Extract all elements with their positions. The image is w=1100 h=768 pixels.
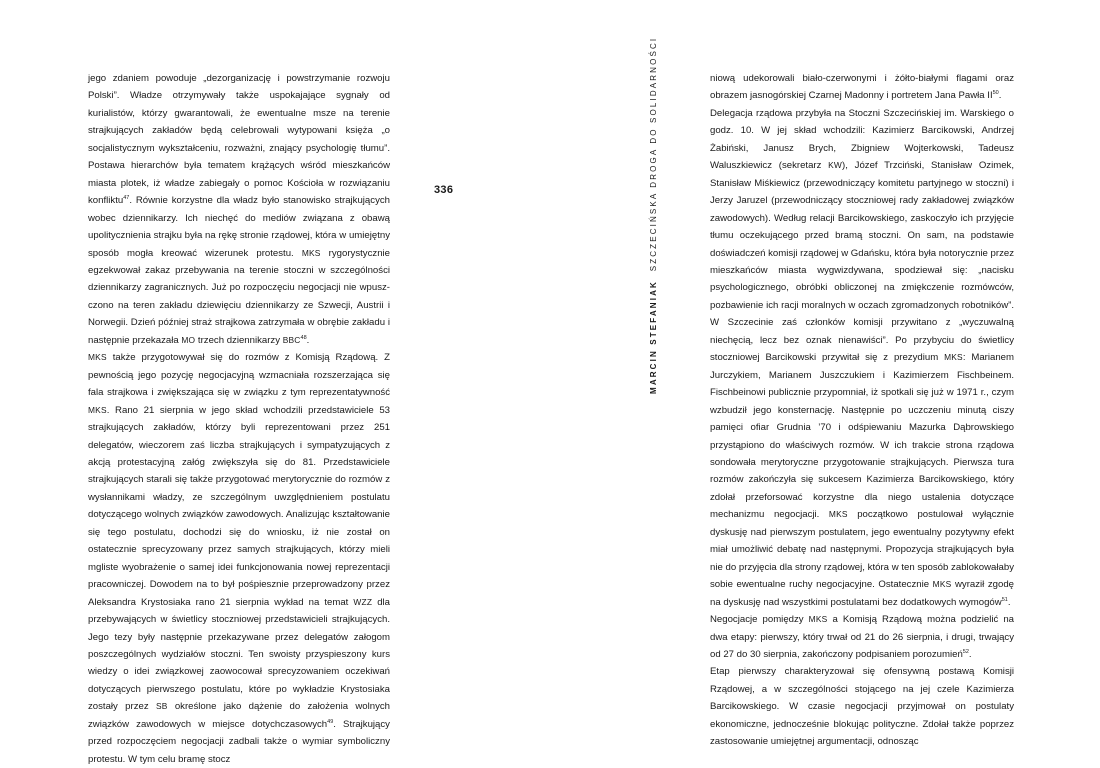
text-run: wyraził zgodę na dyskusję nad wszystkimi postulatami bez dodatkowych wymogów (710, 579, 1014, 608)
text-run: jego zdaniem powoduje „dezorganizację i powstrzymanie rozwoju Polski”. Władze otrzymywały także uspokajające sygnały od kurialistów, którzy gwarantowali, że ewentualne msze na terenie strajkujących zakładów będą celebrowali wytypowani księża „o socjalistycznym wykształceniu, rozważni, znający psychologię tłumu”. Postawa hierarchów była tematem krążących wśród mieszkańców miasta plotek, iż władze zabiegały o pomoc Kościoła w rozwiązaniu konfliktu (88, 73, 390, 207)
text-run: . (998, 90, 1002, 102)
text-run: dla przebywających w świetlicy stoczniowej przedstawicieli strajkujących. Jego tezy były następnie przekazywane przez delegatów załogom poszczególnych wydziałów stoczni. Ten swoisty przyspieszony kurs wiedzy o idei związkowej zaowocował sprecyzowaniem oczekiwań dotyczących pierwszego postulatu, które po wykładzie Krystosiaka zostały przez (88, 596, 391, 713)
paragraph (88, 70, 390, 349)
page-number: 336 (434, 184, 454, 196)
running-head-title: SZCZECIŃSKA DROGA DO SOLIDARNOŚCI (649, 36, 658, 272)
abbreviation: MKS (944, 352, 963, 363)
footnote-ref: 50 (992, 90, 999, 97)
text-run: Etap pierwszy charakteryzował się ofensywną postawą Komisji Rządowej, a w szczególności stojącego na jej czele Kazimierza Barcikowskiego. W czasie negocjacji przyjmował on postulaty ekonomiczne, jednocześnie blokując polityczne. Zdołał także poprzez zastosowanie umiejętnej argumentacji, odnosząc (710, 666, 1014, 748)
abbreviation: MKS (932, 579, 952, 590)
text-run: rygorystycznie egzekwował zakaz przebywania na terenie stoczni w szczególności dziennikarzy zagranicznych. Już po rozpoczęciu negocjacji nie wpuszczono na teren zakładu dziewięciu dziennikarzy ze Szwecji, Austrii i Norwegii. Dzień później straż strajkowa zatrzymała w obrębie zakładu i następnie przekazała (88, 247, 390, 346)
abbreviation: MKS (301, 247, 321, 258)
text-run: także przygotowywał się do rozmów z Komisją Rządową. Z pewnością jego pozycję negocjacyjną wzmacniała rozszerzająca się fala strajkowa i zwiększająca się w związku z tym reprezentatywność (88, 352, 390, 399)
paragraph (88, 349, 390, 768)
abbreviation: MO (181, 334, 196, 345)
abbreviation: MKS (808, 614, 828, 625)
left-text-column (88, 70, 390, 768)
text-run: . (1007, 596, 1011, 608)
running-head-author: MARCIN STEFANIAK (649, 280, 658, 394)
footnote-ref: 47 (123, 194, 130, 201)
text-run: niową udekorowali biało-czerwonymi i żółto-białymi flagami oraz obrazem jasnogórskiej Czarnej Madonny i portretem Jana Pawła II (710, 73, 1014, 102)
text-run: ), Józef Trzciński, Stanisław Ozimek, Stanisław Miśkiewicz (przewodniczący komitetu partyjnego w stoczni) i Jerzy Jaruzel (przewodniczący stoczniowej rady zakładowej związków zawodowych). Według relacji Barcikowskiego, zaskoczyło ich przyjęcie tłumu oczekującego przed bramą stoczni. On sam, na podstawie doświadczeń komisji rządowej w Gdańsku, która była notorycznie przez mieszkańców miasta wygwizdywana, spodziewał się: „nacisku psychologicznego, obróbki obliczonej na zmiękczenie rozmówców, pozbawienie ich racji moralnych w oczach zgromadzonych robotników”. W Szczecinie zaś członków komisji przywitano z „wyczuwalną niechęcią, lecz bez oznak nienawiści”. Po przybyciu do świetlicy stoczniowej Barcikowski przywitał się z prezydium (710, 160, 1014, 364)
abbreviation: KW (828, 160, 843, 171)
abbreviation: MKS (828, 509, 848, 520)
paragraph (710, 70, 1014, 105)
text-run: . Rano 21 sierpnia w jego skład wchodzili przedstawiciele 53 strajkujących zakładów, którzy byli reprezentowani przez 251 delegatów, wieczorem zaś liczba strajkujących i sympatyzujących z akcją protestacyjną załóg zwiększyła się do 81. Przedstawiciele strajkujących starali się także przygotować merytorycznie do rozmów z wysłannikami władzy, ze szczególnym uwzględnieniem postulatu dotyczącego wolnych związków zawodowych. Analizując kształtowanie się tego postulatu, dochodzi się do wniosku, iż nie został on ostatecznie sprecyzowany przez samych strajkujących, którzy mieli mgliste wyobrażenie o samej idei funkcjonowania nowej reprezentacji pracowniczej. Dowodem na to był pośpiesznie przeprowadzony przez Aleksandra Krystosiaka rano 21 sierpnia wykład na temat (88, 404, 390, 608)
text-run: początkowo postulował wyłącznie dyskusję nad pierwszym postulatem, jego ewentualny pozytywny efekt miał umożliwić debatę nad następnymi. Propozycja strajkujących była nie do przyjęcia dla strony rządowej, która w ten sposób zablokowałaby sobie ewentualne ruchy negocjacyjne. Ostatecznie (710, 509, 1014, 591)
abbreviation: SB (155, 701, 168, 712)
text-run: trzech dziennikarzy (195, 334, 283, 346)
paragraph (710, 663, 1014, 750)
text-run: a Komisją Rządową można podzielić na dwa etapy: pierwszy, który trwał od 21 do 26 sierpnia, i drugi, trwający od 27 do 30 sierpnia, zakończony podpisaniem porozumień (710, 614, 1014, 660)
text-run: . Strajkujący przed rozpoczęciem negocjacji zadbali także o wymiar symboliczny protestu. W tym celu bramę stocz (88, 718, 390, 765)
abbreviation: MKS (88, 404, 107, 415)
footnote-ref: 48 (300, 334, 307, 341)
text-run: . (968, 648, 972, 660)
footnote-ref: 52 (962, 648, 969, 655)
text-run: : Marianem Jurczykiem, Marianem Juszczukiem i Kazimierzem Fischbeinem. Fischbeinowi publicznie przypomniał, iż spotkali się już w 1971 r., czym wzbudził jego konsternację. Następnie po uczczeniu minutą ciszy pamięci ofiar Grudnia ’70 i odśpiewaniu Mazurka Dąbrowskiego przystąpiono do właściwych rozmów. W ich trakcie strona rządowa sondowała merytoryczne przygotowanie strajkujących. Pierwsza tura rozmów zakończyła się sukcesem Kazimierza Barcikowskiego, który zdołał przeforsować korzystne dla niego ustalenia dotyczące mechanizmu negocjacji. (710, 352, 1014, 521)
paragraph (710, 611, 1014, 663)
abbreviation: WZZ (353, 596, 373, 607)
abbreviation: BBC (282, 334, 301, 345)
text-run: . Równie korzystne dla władz było stanowisko strajkujących wobec dziennikarzy. Ich niechęć do mediów związana z obawą upolitycznienia strajku była na rękę stronie rządowej, która w umiejętny sposób mogła kreować wizerunek protestu. (88, 195, 390, 259)
running-head (649, 37, 658, 394)
text-run: Negocjacje pomiędzy (710, 614, 809, 626)
footnote-ref: 51 (1001, 596, 1008, 603)
text-run: określone jako dążenie do założenia wolnych związków zawodowych w miejsce dotychczasowych (88, 701, 390, 730)
right-text-column (710, 70, 1014, 751)
footnote-ref: 49 (327, 718, 334, 725)
abbreviation: MKS (88, 352, 107, 363)
text-run: . (306, 334, 310, 346)
text-run: Delegacja rządowa przybyła na Stoczni Szczecińskiej im. Warskiego o godz. 10. W jej skład wchodzili: Kazimierz Barcikowski, Andrzej Żabiński, Janusz Brych, Zbigniew Wojterkowski, Tadeusz Waluszkiewicz (sekretarz (710, 107, 1014, 172)
paragraph (710, 105, 1014, 611)
